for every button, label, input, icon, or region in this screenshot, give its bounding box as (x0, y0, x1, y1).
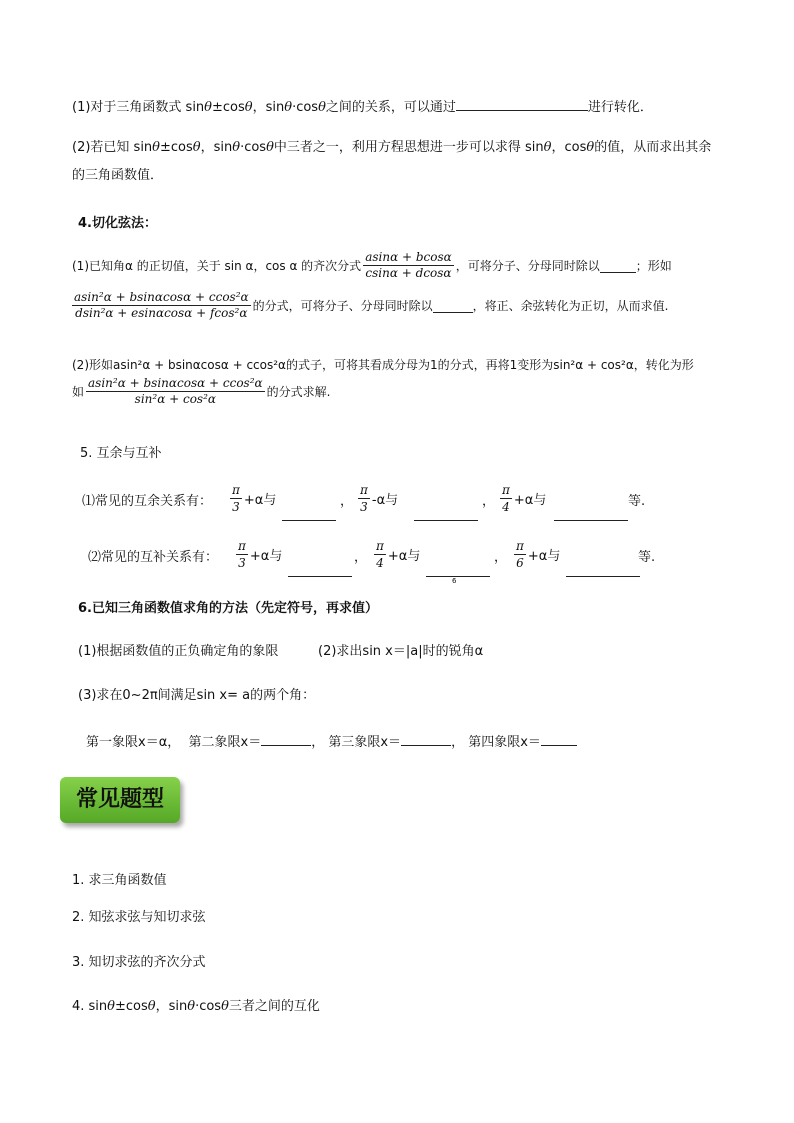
section-6-title: 6.已知三角函数值求角的方法（先定符号，再求值） (78, 601, 378, 616)
para-3-1: (1)对于三角函数式 sinθ±cosθ，sinθ·cosθ之间的关系，可以通过 进行转化． (72, 96, 653, 115)
fill-blank[interactable] (288, 563, 352, 577)
fill-blank[interactable] (433, 299, 473, 313)
para-3-2: (2)若已知 sinθ±cosθ，sinθ·cosθ中三者之一，利用方程思想进一步可以求得 sinθ，cosθ的值，从而求出其余 (72, 140, 712, 155)
section-badge: 常见题型 (60, 777, 180, 823)
fill-blank[interactable] (261, 732, 311, 746)
section-5-title: 5. 互余与互补 (80, 446, 162, 461)
etc: 等. (638, 550, 656, 565)
separator: ， (482, 494, 496, 509)
supplement-label: ⑵常见的互补关系有： (88, 550, 219, 565)
type-item-1: 1. 求三角函数值 (72, 873, 167, 888)
para-4-1: (1)已知角α 的正切值，关于 sin α，cos α 的齐次分式 $\frac{asin\alpha + bcos\alpha}{csin\alpha + dcos\alpha}$ ，可将分子、分母同时除以 ；形如 (72, 250, 672, 280)
etc: 等. (628, 494, 646, 509)
fill-blank[interactable] (541, 732, 577, 746)
complement-label: ⑴常见的互余关系有： (82, 494, 213, 509)
para-3-2-cont: 的三角函数值． (72, 168, 164, 183)
supplement-item-1: $\frac{\pi}{3}$ +α与 (238, 539, 283, 570)
fill-blank[interactable] (401, 732, 451, 746)
fill-blank[interactable] (600, 259, 636, 273)
step-2: (2)求出sin x＝|a|时的锐角α (318, 644, 484, 659)
fraction-over-one: $\frac{\text{asin²α + bsinαcosα + ccos²α}}{\text{sin²α + cos²α}}$ (88, 376, 263, 406)
fill-blank[interactable] (426, 563, 490, 577)
separator: ， (494, 550, 508, 565)
type-item-4: 4. sinθ±cosθ，sinθ·cosθ三者之间的互化 (72, 999, 320, 1014)
quadrant-row: 第一象限x＝α， 第二象限x＝ ， 第三象限x＝ ， 第四象限x＝ (86, 731, 577, 750)
fill-blank[interactable] (554, 507, 628, 521)
fraction-tan: $\frac{asin\alpha + bcos\alpha}{csin\alpha + dcos\alpha}$ (365, 250, 452, 280)
fraction-quadratic: $\frac{\text{asin²α + bsinαcosα + ccos²α}}{\text{dsin²α + esinαcosα + fcos²α}}$ (74, 290, 249, 320)
section-4-title: 4.切化弦法： (78, 216, 157, 231)
supplement-item-2: $\frac{\pi}{4}$ +α与 (376, 539, 421, 570)
step-1: (1)根据函数值的正负确定角的象限 (78, 644, 279, 659)
para-4-2: (2)形如asin²α + bsinαcosα + ccos²α的式子，可将其看成分母为1的分式，再将1变形为sin²α + cos²α，转化为形 (72, 358, 694, 372)
type-item-2: 2. 知弦求弦与知切求弦 (72, 910, 206, 925)
type-item-3: 3. 知切求弦的齐次分式 (72, 955, 206, 970)
complement-item-3: $\frac{\pi}{4}$ +α与 (502, 483, 547, 514)
fill-blank[interactable] (414, 507, 478, 521)
fill-blank[interactable] (566, 563, 640, 577)
fill-blank[interactable] (282, 507, 336, 521)
separator: ， (354, 550, 368, 565)
para-4-1-cont: $\frac{\text{asin²α + bsinαcosα + ccos²α}}{\text{dsin²α + esinαcosα + fcos²α}}$ 的分式，可将分子、分母同时除以 ，将正、余弦转化为正切，从而求值. (74, 290, 669, 320)
separator: ， (340, 494, 354, 509)
supplement-item-3: $\frac{\pi}{6}$ +α与 (516, 539, 561, 570)
para-4-2-cont: 如 $\frac{\text{asin²α + bsinαcosα + ccos²α}}{\text{sin²α + cos²α}}$ 的分式求解. (72, 376, 331, 406)
fill-blank[interactable] (456, 97, 588, 111)
tiny-mark: 6 (452, 577, 457, 585)
step-3: (3)求在0~2π间满足sin x= a的两个角： (78, 688, 316, 703)
complement-item-2: $\frac{\pi}{3}$ -α与 (360, 483, 399, 514)
complement-item-1: $\frac{\pi}{3}$ +α与 (232, 483, 277, 514)
